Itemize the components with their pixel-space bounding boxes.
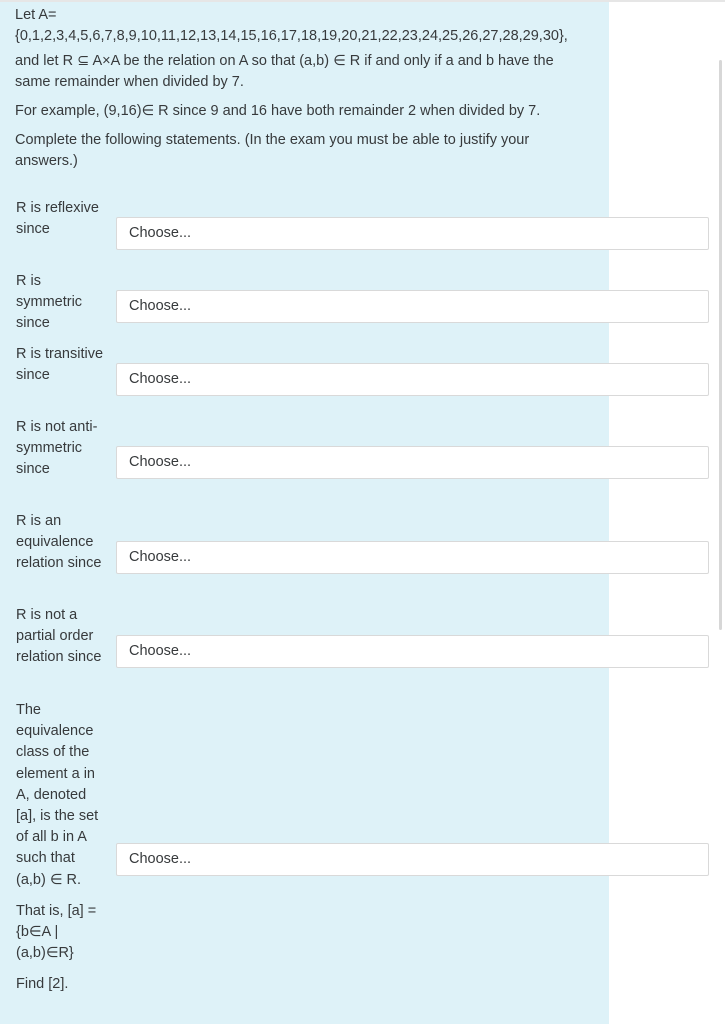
intro-line-1: Let A= [15, 7, 57, 23]
statement-reflexive-label: R is reflexive since [16, 200, 99, 238]
statement-antisymmetric-label: R is not anti-symmetric since [16, 419, 98, 478]
intro-line-2: {0,1,2,3,4,5,6,7,8,9,10,11,12,13,14,15,16,17,18,19,20,21,22,23,24,25,26,27,28,29,30}, [15, 28, 568, 44]
equivalence-class-definition: The equivalence class of the element a in A, denoted [a], is the set of all b in A such that (a,b) ∈ R. [16, 702, 99, 888]
statement-symmetric-label: R is symmetric since [16, 273, 83, 332]
question-intro [15, 5, 585, 180]
statement-transitive-label: R is transitive since [16, 346, 104, 384]
equivalence-class-notation: That is, [a] = {b∈A | (a,b)∈R} [16, 902, 97, 962]
instruction-text: Complete the following statements. (In the exam you must be able to justify your answers.) [15, 132, 530, 169]
reflexive-select[interactable]: Choose... [116, 217, 709, 250]
partial-order-select[interactable]: Choose... [116, 635, 709, 668]
scrollbar[interactable] [719, 60, 722, 630]
antisymmetric-select[interactable]: Choose... [116, 446, 709, 479]
example-text: For example, (9,16)∈ R since 9 and 16 have both remainder 2 when divided by 7. [15, 103, 541, 119]
equivalence-class-select[interactable]: Choose... [116, 843, 709, 876]
equivalence-select[interactable]: Choose... [116, 541, 709, 574]
statement-equivalence-label: R is an equivalence relation since [16, 513, 102, 572]
statement-equivalence-class-label [16, 700, 108, 996]
symmetric-select[interactable]: Choose... [116, 290, 709, 323]
relation-definition: and let R ⊆ A×A be the relation on A so that (a,b) ∈ R if and only if a and b have the same remainder when divided by 7. [15, 53, 554, 90]
intro-text [15, 5, 585, 47]
transitive-select[interactable]: Choose... [116, 363, 709, 396]
find-prompt: Find [2]. [16, 976, 69, 993]
statement-partial-order-label: R is not a partial order relation since [16, 607, 102, 666]
